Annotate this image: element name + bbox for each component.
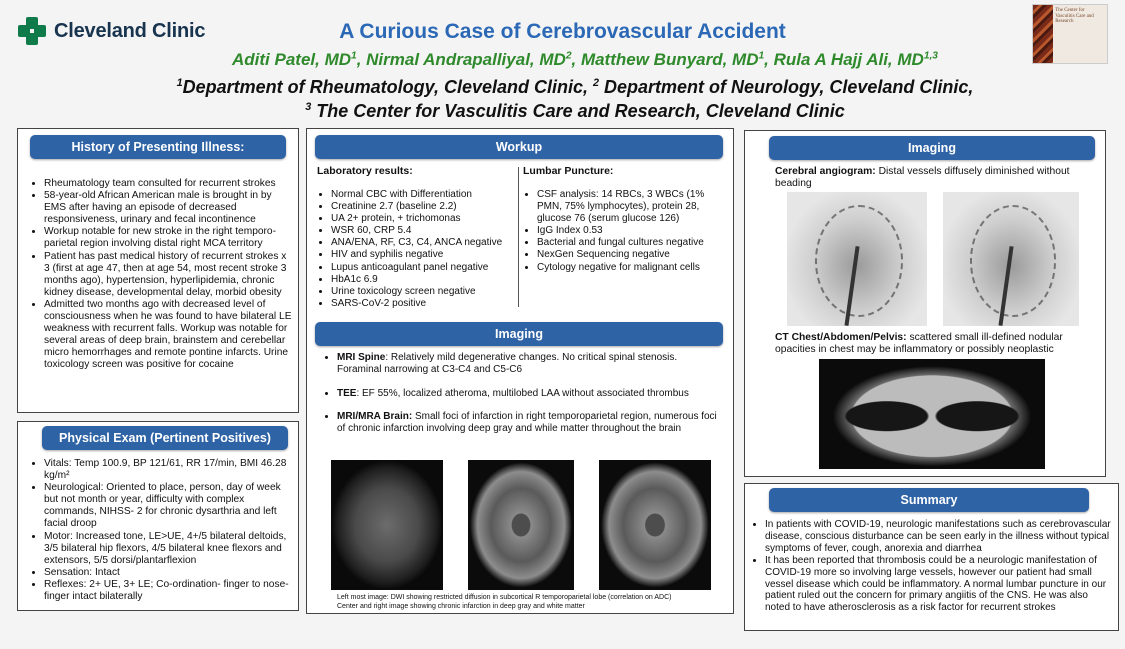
authors: Aditi Patel, $MD^1$, Nirmal Andrapalliyal, $MD^2$, Matthew Bunyard, $MD^1$, Rula A Hajj Ali, MD$^{1,3}$ <box>232 50 938 69</box>
list-item: • TEE: EF 55%, localized atheroma, multilobed LAA without associated thrombus <box>337 388 719 400</box>
list-item: • Workup notable for new stroke in the right temporo-parietal region involving distal right MCA territory <box>44 226 292 250</box>
hpi-header: History of Presenting Illness: <box>30 135 286 159</box>
mri-dwi-image <box>331 460 443 590</box>
list-item: • Lupus anticoagulant panel negative <box>331 262 517 274</box>
imaging-mid-header: Imaging <box>315 322 723 346</box>
imaging-right-panel <box>744 130 1106 477</box>
workup-column-divider <box>518 167 519 307</box>
affiliations-line-1: $^1$Department of Rheumatology, Cleveland Clinic, $^2$ Department of Neurology, Cleveland Clinic, <box>176 77 974 97</box>
imaging-right-header: Imaging <box>769 136 1095 160</box>
list-item: • Admitted two months ago with decreased level of consciousness when he was found to have bilateral LE weakness with recurrent falls. Workup was notable for several areas of deep brain, brainstem and cerebellar micro hemorrhages and remote pontine infarcts. Urine toxicology screen was positive for cocaine <box>44 299 292 372</box>
lumbar-puncture-title: Lumbar Puncture: <box>523 165 614 177</box>
book-title: The Center for Vasculitis Care and Research <box>1055 8 1094 24</box>
author-4: Rula A Hajj Ali, MD <box>773 50 924 69</box>
list-item: • Vitals: Temp 100.9, BP 121/61, RR 17/min, BMI 46.28 kg/m² <box>44 458 292 482</box>
list-item: • CSF analysis: 14 RBCs, 3 WBCs (1% PMN, 75% lymphocytes), protein 28, glucose 76 (serum glucose 126) <box>537 189 727 225</box>
vasculitis-center-book-image <box>1032 4 1108 64</box>
angiogram-image-right <box>943 192 1079 326</box>
list-item: • Sensation: Intact <box>44 567 292 579</box>
author-2: Nirmal Andrapalliyal, MD <box>366 50 566 69</box>
list-item: • HIV and syphilis negative <box>331 249 517 261</box>
list-item: • Urine toxicology screen negative <box>331 286 517 298</box>
list-item: • 58-year-old African American male is brought in by EMS after having an episode of decreased responsiveness, urinary and fecal incontinence <box>44 190 292 226</box>
lumbar-puncture-list <box>523 189 727 274</box>
list-item: • ANA/ENA, RF, C3, C4, ANCA negative <box>331 237 517 249</box>
list-item: • In patients with COVID-19, neurologic manifestations such as cerebrovascular disease, conscious disturbance can be seen early in the illness without typical symptoms of fever, cough, anorexia and diarrhea <box>765 519 1111 555</box>
mri-caption: Left most image: DWI showing restricted diffusion in subcortical R temporoparietal lobe (correlation on ADC) Center and right image showing chronic infarction in deep gray and white matter <box>337 594 672 610</box>
ct-chest-image <box>819 359 1045 469</box>
list-item: • Cytology negative for malignant cells <box>537 262 727 274</box>
list-item: • NexGen Sequencing negative <box>537 249 727 261</box>
list-item: • Creatinine 2.7 (baseline 2.2) <box>331 201 517 213</box>
summary-panel <box>744 483 1119 631</box>
list-item: • MRI/MRA Brain: Small foci of infarction in right temporoparietal region, numerous foci of chronic infarction involving deep gray and while matter throughout the brain <box>337 411 719 435</box>
angiogram-image-left <box>787 192 927 326</box>
hpi-panel <box>17 128 299 413</box>
logo-text: Cleveland Clinic <box>54 19 206 42</box>
list-item: • MRI Spine: Relatively mild degenerative changes. No critical spinal stenosis. Foraminal narrowing at C3-C4 and C5-C6 <box>337 352 719 376</box>
summary-header: Summary <box>769 488 1089 512</box>
list-item: • HbA1c 6.9 <box>331 274 517 286</box>
ct-chest-text: CT Chest/Abdomen/Pelvis: scattered small ill-defined nodular opacities in chest may be inflammatory or possibly neoplastic <box>775 332 1063 355</box>
list-item: • Rheumatology team consulted for recurrent strokes <box>44 178 292 190</box>
author-1: Aditi Patel, MD <box>232 50 352 69</box>
physical-exam-header: Physical Exam (Pertinent Positives) <box>42 426 288 450</box>
list-item: • Reflexes: 2+ UE, 3+ LE; Co-ordination- finger to nose-finger intact bilaterally <box>44 579 292 603</box>
workup-panel <box>306 128 734 614</box>
list-item: • Neurological: Oriented to place, person, day of week but not month or year, difficulty with complex commands, NIHSS- 2 for chronic dysarthria and left facial droop <box>44 482 292 530</box>
list-item: • SARS-CoV-2 positive <box>331 298 517 310</box>
lab-results-title: Laboratory results: <box>317 165 413 177</box>
physical-exam-list <box>30 458 292 603</box>
list-item: • Motor: Increased tone, LE>UE, 4+/5 bilateral deltoids, 3/5 bilateral hip flexors, 4/5 bilateral knee flexors and extensors, 5/5 dorsi/plantarflexion <box>44 531 292 567</box>
book-cover-art <box>1033 5 1053 63</box>
angiogram-text: Cerebral angiogram: Distal vessels diffusely diminished without beading <box>775 166 1070 189</box>
author-3: Matthew Bunyard, MD <box>580 50 759 69</box>
lab-results-list <box>317 189 517 310</box>
list-item: • It has been reported that thrombosis could be a neurologic manifestation of COVID-19 more so involving large vessels, however our patient had small vessel disease which could be inflammatory. A normal lumbar puncture in our patient ruled out the concern for primary angiitis of the CNS. He was also noted to have atherosclerosis as a risk factor for recurrent strokes <box>765 555 1111 615</box>
list-item: • IgG Index 0.53 <box>537 225 727 237</box>
mri-flair-center-image <box>468 460 574 590</box>
list-item: • Bacterial and fungal cultures negative <box>537 237 727 249</box>
list-item: • UA 2+ protein, + trichomonas <box>331 213 517 225</box>
workup-header: Workup <box>315 135 723 159</box>
list-item: • Normal CBC with Differentiation <box>331 189 517 201</box>
list-item: • WSR 60, CRP 5.4 <box>331 225 517 237</box>
summary-list <box>751 519 1111 614</box>
hpi-list <box>30 178 292 372</box>
list-item: • Patient has past medical history of recurrent strokes x 3 (first at age 47, then at age 54, most recent stroke 3 months ago), hypertension, hyperlipidemia, chronic kidney disease, developmental delay, morbid obesity <box>44 251 292 299</box>
mri-flair-right-image <box>599 460 711 590</box>
imaging-mid-list <box>323 352 719 435</box>
physical-exam-panel <box>17 421 299 611</box>
poster-title: A Curious Case of Cerebrovascular Accident <box>339 20 786 43</box>
affiliations-line-2: $^3$ The Center for Vasculitis Care and Research, Cleveland Clinic <box>305 101 845 121</box>
